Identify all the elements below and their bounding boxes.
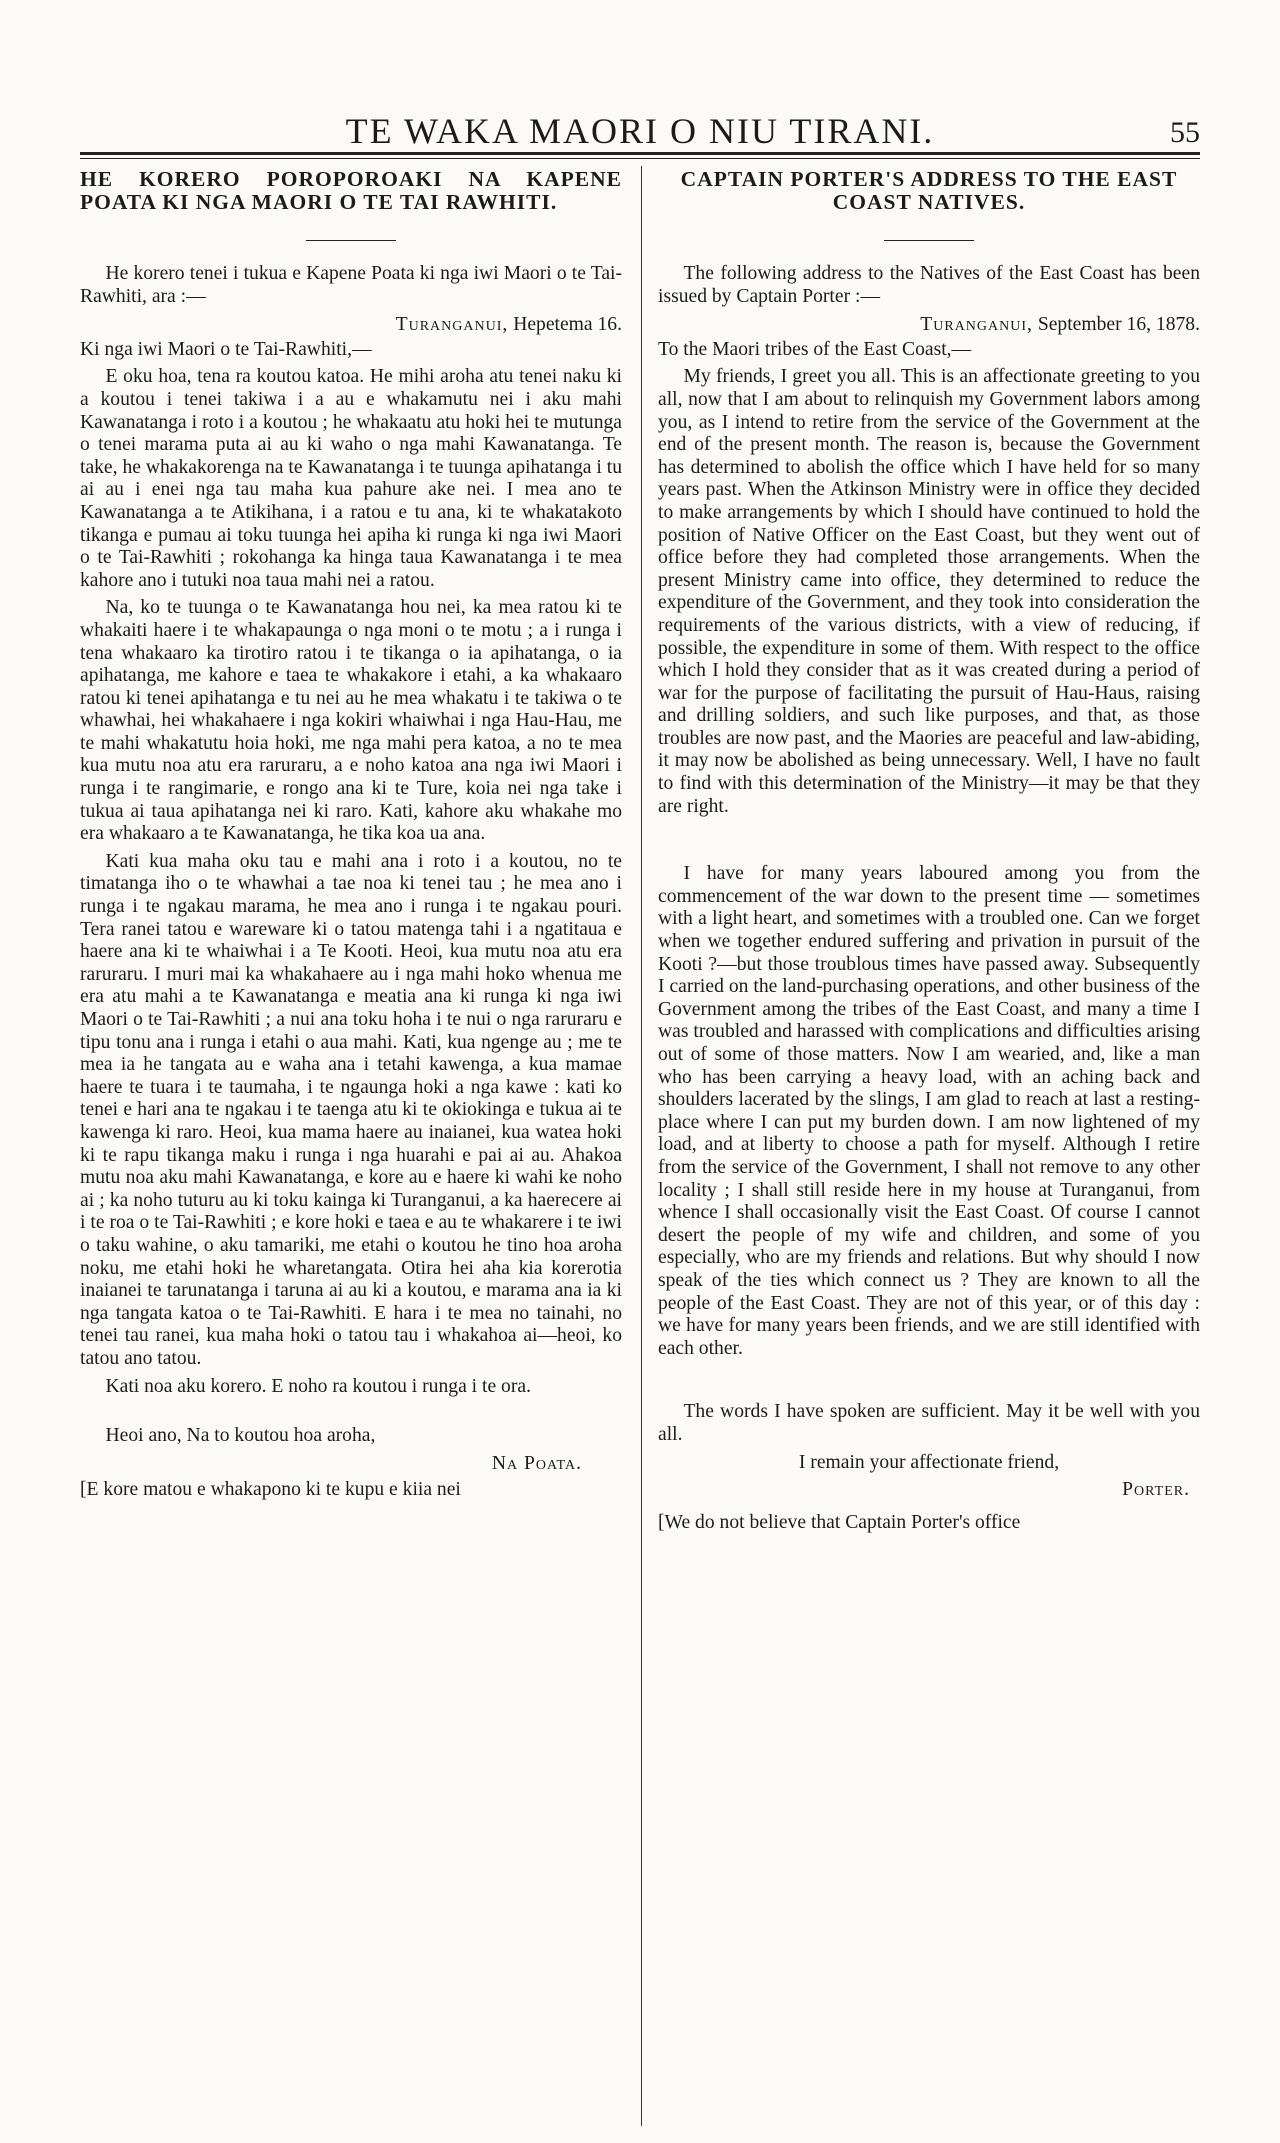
english-paragraph-3: The words I have spoken are sufficient. May it be well with you all. (658, 1401, 1200, 1445)
english-dateline-place: Turanganui, (920, 314, 1033, 336)
maori-signature: Na Poata. (491, 1452, 582, 1474)
english-addressee: To the Maori tribes of the East Coast,— (658, 338, 972, 360)
maori-paragraph-2: Na, ko te tuunga o te Kawanatanga hou nei, ka mea ratou ki te whakaiti haere i te whakapaunga o nga moni o te motu ; a i runga i tena whakaaro ka tirotiro ratou i te tikanga o ia apihatanga, o ia apihatanga, me kahore e taea te whakakore i etahi, a ka whakaaro ratou ki tenei apihatanga e tu nei au he mea whakatu i te takiwa o te whawhai, hei whakahaere i nga kokiri whaiwhai i nga Hau-Hau, me te mahi whakatutu hoia hoki, me nga mahi pera katoa, a no te mea kua mutu noa atu era raruraru, a e noho katoa ana nga iwi Maori i runga i te rangimarie, e rongo ana ki te Ture, koia nei nga take i tukua ai taua apihatanga nei ki raro. Kati, kahore aku whakahe mo era whakaaro a te Kawanatanga, he tika koa ua ana. (80, 597, 622, 845)
maori-paragraph-3: Kati kua maha oku tau e mahi ana i roto i a koutou, no te timatanga iho o te whawhai a tae noa ki tenei tau ; he mea ano i runga i te ngakau marama, he mea ano i runga i te ngakau pouri. Tera ranei tatou e wareware ki o tatou matenga tahi i a ngatitaua e haere ana ki te whaiwhai i a Te Kooti. Heoi, kua mutu noa atu era raruraru. I muri mai ka whakahaere au i nga mahi hoko whenua me era atu mahi a te Kawanatanga e meatia ana ki runga ki nga iwi Maori o te Tai-Rawhiti ; a nui ana toku hoha i te nui o nga raruraru e tipu tonu ana i runga i etahi o aua mahi. Kati, kua ngenge au ; me te mea ia he tangata au e waha ana i tetahi kawenga, a kua mamae haere te tuara i te taumaha, i te ngaunga hoki a nga kawe : kati ko tenei e hari ana te ngakau i te taenga atu ki te okiokinga e tukua ai te kawenga ki raro. Heoi, kua mama haere au inaianei, kua watea hoki ki te rapu tikanga maku i runga i nga huarahi e pai ai au. Ahakoa mutu noa aku mahi Kawanatanga, e kore au e haere ki wahi ke noho ai ; ka noho tuturu au ki toku kainga ki Turanganui, a ka haerecere ai i te roa o te Tai-Rawhiti ; e kore hoki e taea e au te whakarere i te iwi o taku wahine, o aku tamariki, me etahi o koutou he tino hoa aroha noku, me etahi hoki he wharetangata. Otira hei aha kia korerotia inaianei te tarunatanga i taruna ai au ki a koutou, e marama ana ia ki nga tangata katoa o te Tai-Rawhiti. E hara i te mea no tainahi, no tenei tau ranei, kua maha hoki o tatou tau i whakahoa ai—heoi, ko tatou ano tatou. (80, 850, 622, 1369)
page-number: 55 (1170, 116, 1200, 149)
maori-heading: HE KORERO POROPOROAKI NA KAPENE POATA KI NGA MAORI O TE TAI RAWHITI. (80, 167, 622, 214)
heading-divider (306, 240, 396, 241)
english-heading: CAPTAIN PORTER'S ADDRESS TO THE EAST COAST NATIVES. (680, 167, 1178, 214)
english-dateline (658, 314, 1200, 337)
english-column (658, 168, 1200, 1539)
maori-dateline-place: Turanganui, (395, 314, 509, 336)
english-bracket-note: [We do not believe that Captain Porter's office (658, 1511, 1021, 1533)
english-closing: I remain your affectionate friend, (798, 1451, 1060, 1473)
maori-addressee: Ki nga iwi Maori o te Tai-Rawhiti,— (80, 338, 372, 360)
english-intro: The following address to the Natives of the East Coast has been issued by Captain Porter :— (658, 263, 1200, 307)
maori-column (80, 168, 622, 1507)
english-paragraph-1: My friends, I greet you all. This is an affectionate greeting to you all, now that I am about to relinquish my Government labors among you, as I intend to retire from the service of the Government at the end of the present month. The reason is, because the Government has determined to abolish the office which I have held for so many years past. When the Atkinson Ministry were in office they decided to make arrangements by which I should have continued to hold the position of Native Officer on the East Coast, but they went out of office before they had completed those arrangements. When the present Ministry came into office, they determined to reduce the expenditure of the Government, and they took into consideration the requirements of the various districts, with a view of reducing, if possible, the expenditure in some of them. With respect to the office which I hold they consider that as it was created during a period of war for the purpose of facilitating the pursuit of Hau-Haus, raising and drilling soldiers, and such like purposes, and that, as those troubles are now past, and the Maories are peaceful and law-abiding, it may now be abolished as being unnecessary. Well, I have no fault to find with this determination of the Ministry—it may be that they are right. (658, 366, 1200, 817)
maori-intro: He korero tenei i tukua e Kapene Poata ki nga iwi Maori o te Tai-Rawhiti, ara :— (80, 263, 622, 307)
maori-bracket-note: [E kore matou e whakapono ki te kupu e kiia nei (80, 1479, 461, 1501)
english-dateline-date: September 16, 1878. (1037, 314, 1200, 336)
column-divider (641, 166, 642, 2126)
maori-dateline-date: Hepetema 16. (513, 314, 622, 336)
masthead-title: TE WAKA MAORI O NIU TIRANI. (345, 111, 935, 151)
maori-closing: Heoi ano, Na to koutou hoa aroha, (105, 1425, 376, 1447)
english-paragraph-2: I have for many years laboured among you from the commencement of the war down to the present time — sometimes with a light heart, and sometimes with a troubled one. Can we forget when we together endured suffering and privation in pursuit of the Kooti ?—but those troublous times have passed away. Subsequently I carried on the land-purchasing operations, and other business of the Government among the tribes of the East Coast, and many a time I was troubled and harassed with complications and difficulties arising out of some of those matters. Now I am wearied, and, like a man who has been carrying a heavy load, with an aching back and shoulders lacerated by the slings, I am glad to reach at last a resting-place where I can put my burden down. I am now lightened of my load, and at liberty to choose a path for myself. Although I retire from the service of the Government, I shall not remove to any other locality ; I shall still reside here in my house at Turanganui, from whence I shall occasionally visit the East Coast. Of course I cannot desert the people of my wife and children, and some of you especially, who are my friends and relations. But why should I now speak of the ties which connect us ? They are known to all the people of the East Coast. They are not of this year, or of this day : we have for many years been friends, and we are still identified with each other. (658, 863, 1200, 1359)
maori-paragraph-1: E oku hoa, tena ra koutou katoa. He mihi aroha atu tenei naku ki a koutou i tenei takiwa i a au e whakamutu nei i aku mahi Kawanatanga i roto i a koutou ; he whakaatu atu hoki hei te mutunga o tenei marama puta ai au ki waho o nga mahi Kawanatanga. Te take, he whakakorenga na te Kawanatanga i te tuunga apihatanga i tu ai au i enei nga tau maha kua pahure ake nei. I mea ano te Kawanatanga a te Atikihana, i a ratou e tu ana, ki te whakatakoto tikanga e pumau ai toku tuunga hei apiha ki runga ki nga iwi Maori o te Tai-Rawhiti ; rokohanga ka hinga taua Kawanatanga i te mea kahore ano i tutuki noa taua mahi nei a ratou. (80, 366, 622, 591)
maori-paragraph-4: Kati noa aku korero. E noho ra koutou i runga i te ora. (105, 1375, 531, 1397)
masthead (80, 100, 1200, 152)
masthead-rule-thin (80, 158, 1200, 159)
english-signature: Porter. (1122, 1479, 1190, 1501)
heading-divider (884, 240, 974, 241)
masthead-rule-thick (80, 152, 1200, 155)
maori-dateline (80, 314, 622, 337)
